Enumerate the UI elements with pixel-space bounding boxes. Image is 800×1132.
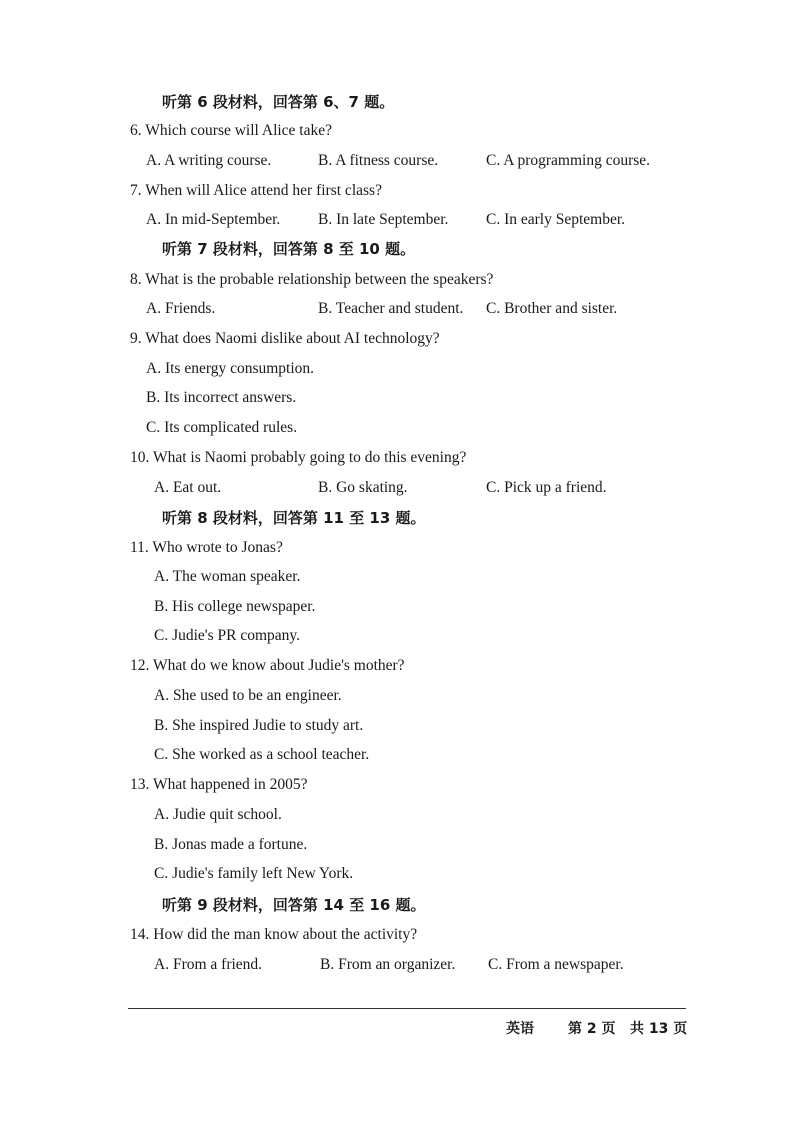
footer-subject: 英语 [506,1021,534,1037]
question-7-stem: 7. When will Alice attend her first class? [130,182,382,199]
question-14-option-b: B. From an organizer. [320,956,456,973]
question-6-stem: 6. Which course will Alice take? [130,122,333,139]
question-10-stem: 10. What is Naomi probably going to do this evening? [130,449,467,466]
question-13-option-b: B. Jonas made a fortune. [154,836,308,853]
question-8-stem: 8. What is the probable relationship between the speakers? [130,271,494,288]
question-6-option-b: B. A fitness course. [318,152,439,169]
question-11-option-c: C. Judie's PR company. [154,627,301,644]
question-10-option-a: A. Eat out. [154,479,222,496]
question-13-option-c: C. Judie's family left New York. [154,865,354,882]
section-header-6: 听第 6 段材料，回答第 6、7 题。 [162,93,395,111]
footer-rule [128,1008,686,1009]
question-13-stem: 13. What happened in 2005? [130,776,308,793]
question-12-option-c: C. She worked as a school teacher. [154,746,370,763]
question-9-option-b: B. Its incorrect answers. [146,389,297,406]
question-6-option-a: A. A writing course. [146,152,272,169]
question-8-option-b: B. Teacher and student. [318,300,464,317]
question-7-option-b: B. In late September. [318,211,449,228]
question-11-option-a: A. The woman speaker. [154,568,301,585]
question-14-stem: 14. How did the man know about the activity? [130,926,418,943]
footer-total-pages: 共 13 页 [630,1021,688,1037]
question-8-option-c: C. Brother and sister. [486,300,618,317]
question-11-stem: 11. Who wrote to Jonas? [130,539,283,556]
question-14-option-c: C. From a newspaper. [488,956,624,973]
question-12-stem: 12. What do we know about Judie's mother? [130,657,405,674]
question-8-option-a: A. Friends. [146,300,216,317]
question-13-option-a: A. Judie quit school. [154,806,282,823]
question-7-option-c: C. In early September. [486,211,626,228]
section-header-7: 听第 7 段材料，回答第 8 至 10 题。 [162,240,416,258]
section-header-9: 听第 9 段材料，回答第 14 至 16 题。 [162,896,426,914]
question-12-option-b: B. She inspired Judie to study art. [154,717,364,734]
question-11-option-b: B. His college newspaper. [154,598,316,615]
footer-page-number: 第 2 页 [568,1021,616,1037]
question-12-option-a: A. She used to be an engineer. [154,687,342,704]
section-header-8: 听第 8 段材料，回答第 11 至 13 题。 [162,509,426,527]
question-9-option-c: C. Its complicated rules. [146,419,298,436]
question-7-option-a: A. In mid-September. [146,211,281,228]
question-10-option-c: C. Pick up a friend. [486,479,607,496]
question-9-option-a: A. Its energy consumption. [146,360,315,377]
question-10-option-b: B. Go skating. [318,479,408,496]
question-6-option-c: C. A programming course. [486,152,651,169]
question-14-option-a: A. From a friend. [154,956,263,973]
question-9-stem: 9. What does Naomi dislike about AI technology? [130,330,440,347]
